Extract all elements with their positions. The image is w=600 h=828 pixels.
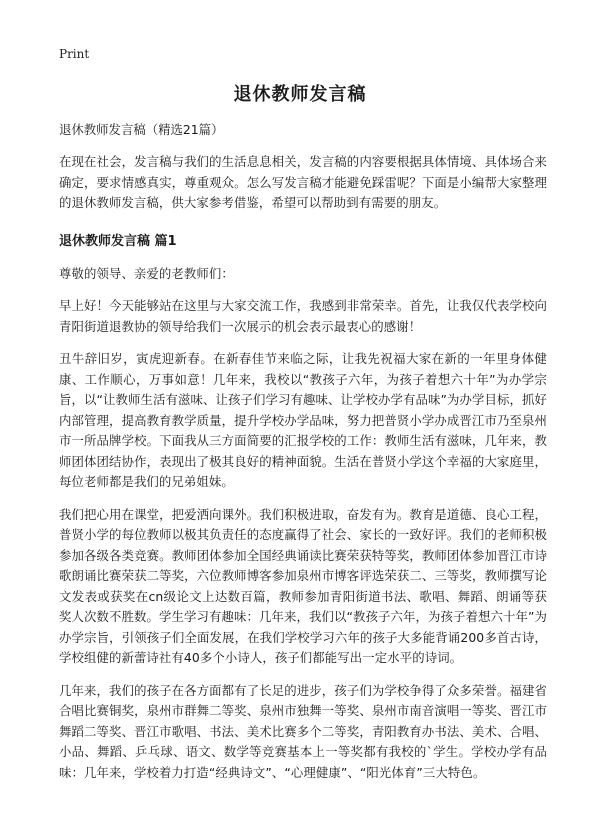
page-title: 退休教师发言稿: [233, 84, 367, 105]
document-body: [59, 120, 547, 795]
body-paragraph: 几年来，我们的孩子在各方面都有了长足的进步，孩子们为学校争得了众多荣誉。福建省合唱比赛铜奖，泉州市群舞二等奖、泉州市独舞一等奖、泉州市南音演唱一等奖、晋江市舞蹈二等奖、晋江市歌唱、书法、美术比赛多个二等奖，青阳教育办书法、美术、合唱、小品、舞蹈、乒乓球、语文、数学等竞赛基本上一等奖都有我校的`学生。学校办学有品味：几年来，学校着力打造“经典诗文”、“心理健康”、“阳光体育”三大特色。: [59, 682, 547, 780]
body-paragraph: 早上好！今天能够站在这里与大家交流工作，我感到非常荣幸。首先，让我仅代表学校向青阳街道退教协的领导给我们一次展示的机会表示最衷心的感谢！: [59, 298, 547, 334]
document-subtitle: 退休教师发言稿（精选21篇）: [59, 122, 224, 137]
intro-paragraph: 在现在社会，发言稿与我们的生活息息相关，发言稿的内容要根据具体情境、具体场合来确定，要求情感真实，尊重观众。怎么写发言稿才能避免踩雷呢？下面是小编帮大家整理的退休教师发言稿，供大家参考借鉴，希望可以帮助到有需要的朋友。: [59, 154, 547, 210]
body-paragraph: 丑牛辞旧岁，寅虎迎新春。在新春佳节来临之际，让我先祝福大家在新的一年里身体健康、工作顺心，万事如意！几年来，我校以“教孩子六年，为孩子着想六十年”为办学宗旨，以“让教师生活有滋味、让孩子们学习有趣味、让学校办学有品味”为办学目标，抓好内部管理，提高教育教学质量，提升学校办学品味，努力把普贤小学办成晋江市乃至泉州市一所品牌学校。下面我从三方面简要的汇报学校的工作：教师生活有滋味，几年来，教师团体团结协作，表现出了极其良好的精神面貌。生活在普贤小学这个幸福的大家庭里，每位老师都是我们的兄弟姐妹。: [59, 351, 547, 489]
body-paragraph: 我们把心用在课堂，把爱洒向课外。我们积极进取，奋发有为。教育是道德、良心工程，普贤小学的每位教师以极其负责任的态度赢得了社会、家长的一致好评。我们的老师积极参加各级各类竞赛。教师团体参加全国经典诵读比赛荣获特等奖，教师团体参加晋江市诗歌朗诵比赛荣获二等奖，六位教师博客参加泉州市博客评选荣获二、三等奖，教师撰写论文发表或获奖在cn级论文上达数百篇，教师参加青阳街道书法、歌唱、舞蹈、朗诵等获奖人次数不胜数。学生学习有趣味：几年来，我们以“教孩子六年，为孩子着想六十年”为办学宗旨，引领孩子们全面发展，在我们学校学习六年的孩子大多能背诵200多首古诗，学校组健的新蕾诗社有40多个小诗人，孩子们都能写出一定水平的诗词。: [59, 506, 547, 665]
print-label[interactable]: Print: [59, 47, 90, 61]
section-heading: 退休教师发言稿 篇1: [59, 233, 177, 249]
salutation-paragraph: 尊敬的领导、亲爱的老教师们：: [59, 265, 234, 281]
